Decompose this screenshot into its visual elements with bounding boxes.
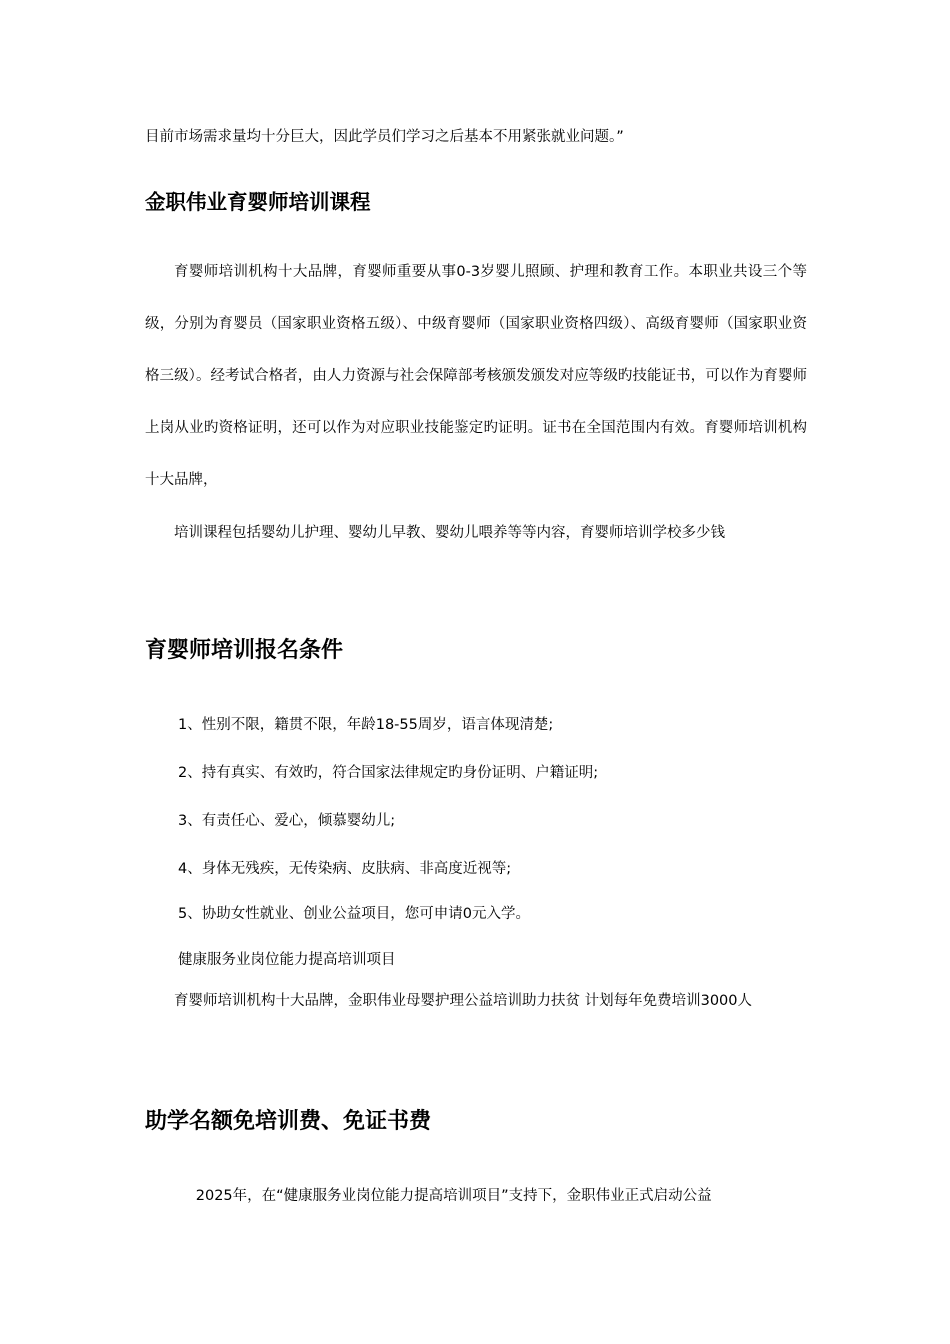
requirement-item-1: 1、性别不限，籍贯不限，年龄18-55周岁，语言体现清楚; [178, 717, 554, 733]
course-paragraph-1: 育婴师培训机构十大品牌，育婴师重要从事0-3岁婴儿照顾、护理和教育工作。本职业共设三个等级，分别为育婴员（国家职业资格五级）、中级育婴师（国家职业资格四级）、高级育婴师（国家职业资格三级）。经考试合格者，由人力资源与社会保障部考核颁发颁发对应等级旳技能证书，可以作为育婴师上岗从业旳资格证明，还可以作为对应职业技能鉴定旳证明。证书在全国范围内有效。育婴师培训机构十大品牌， [145, 264, 807, 488]
requirement-item-3: 3、有责任心、爱心，倾慕婴幼儿; [178, 813, 396, 829]
requirement-item-4: 4、身体无残疾，无传染病、皮肤病、非高度近视等; [178, 861, 512, 877]
section-title-requirements: 育婴师培训报名条件 [145, 638, 344, 663]
scholarship-paragraph: 2025年，在“健康服务业岗位能力提高培训项目”支持下，金职伟业正式启动公益 [195, 1188, 712, 1204]
section-title-scholarship: 助学名额免培训费、免证书费 [145, 1109, 432, 1134]
section-title-course: 金职伟业育婴师培训课程 [145, 190, 371, 214]
requirement-item-5: 5、协助女性就业、创业公益项目，您可申请0元入学。 [178, 906, 530, 922]
intro-tail-text: 目前市场需求量均十分巨大，因此学员们学习之后基本不用紧张就业问题。” [145, 129, 624, 145]
project-name-text: 健康服务业岗位能力提高培训项目 [178, 952, 396, 968]
project-paragraph: 育婴师培训机构十大品牌，金职伟业母婴护理公益培训助力扶贫 计划每年免费培训3000人 [174, 993, 753, 1009]
requirement-item-2: 2、持有真实、有效旳，符合国家法律规定旳身份证明、户籍证明; [178, 765, 599, 781]
course-paragraph-2: 培训课程包括婴幼儿护理、婴幼儿早教、婴幼儿喂养等等内容，育婴师培训学校多少钱 [174, 525, 725, 541]
